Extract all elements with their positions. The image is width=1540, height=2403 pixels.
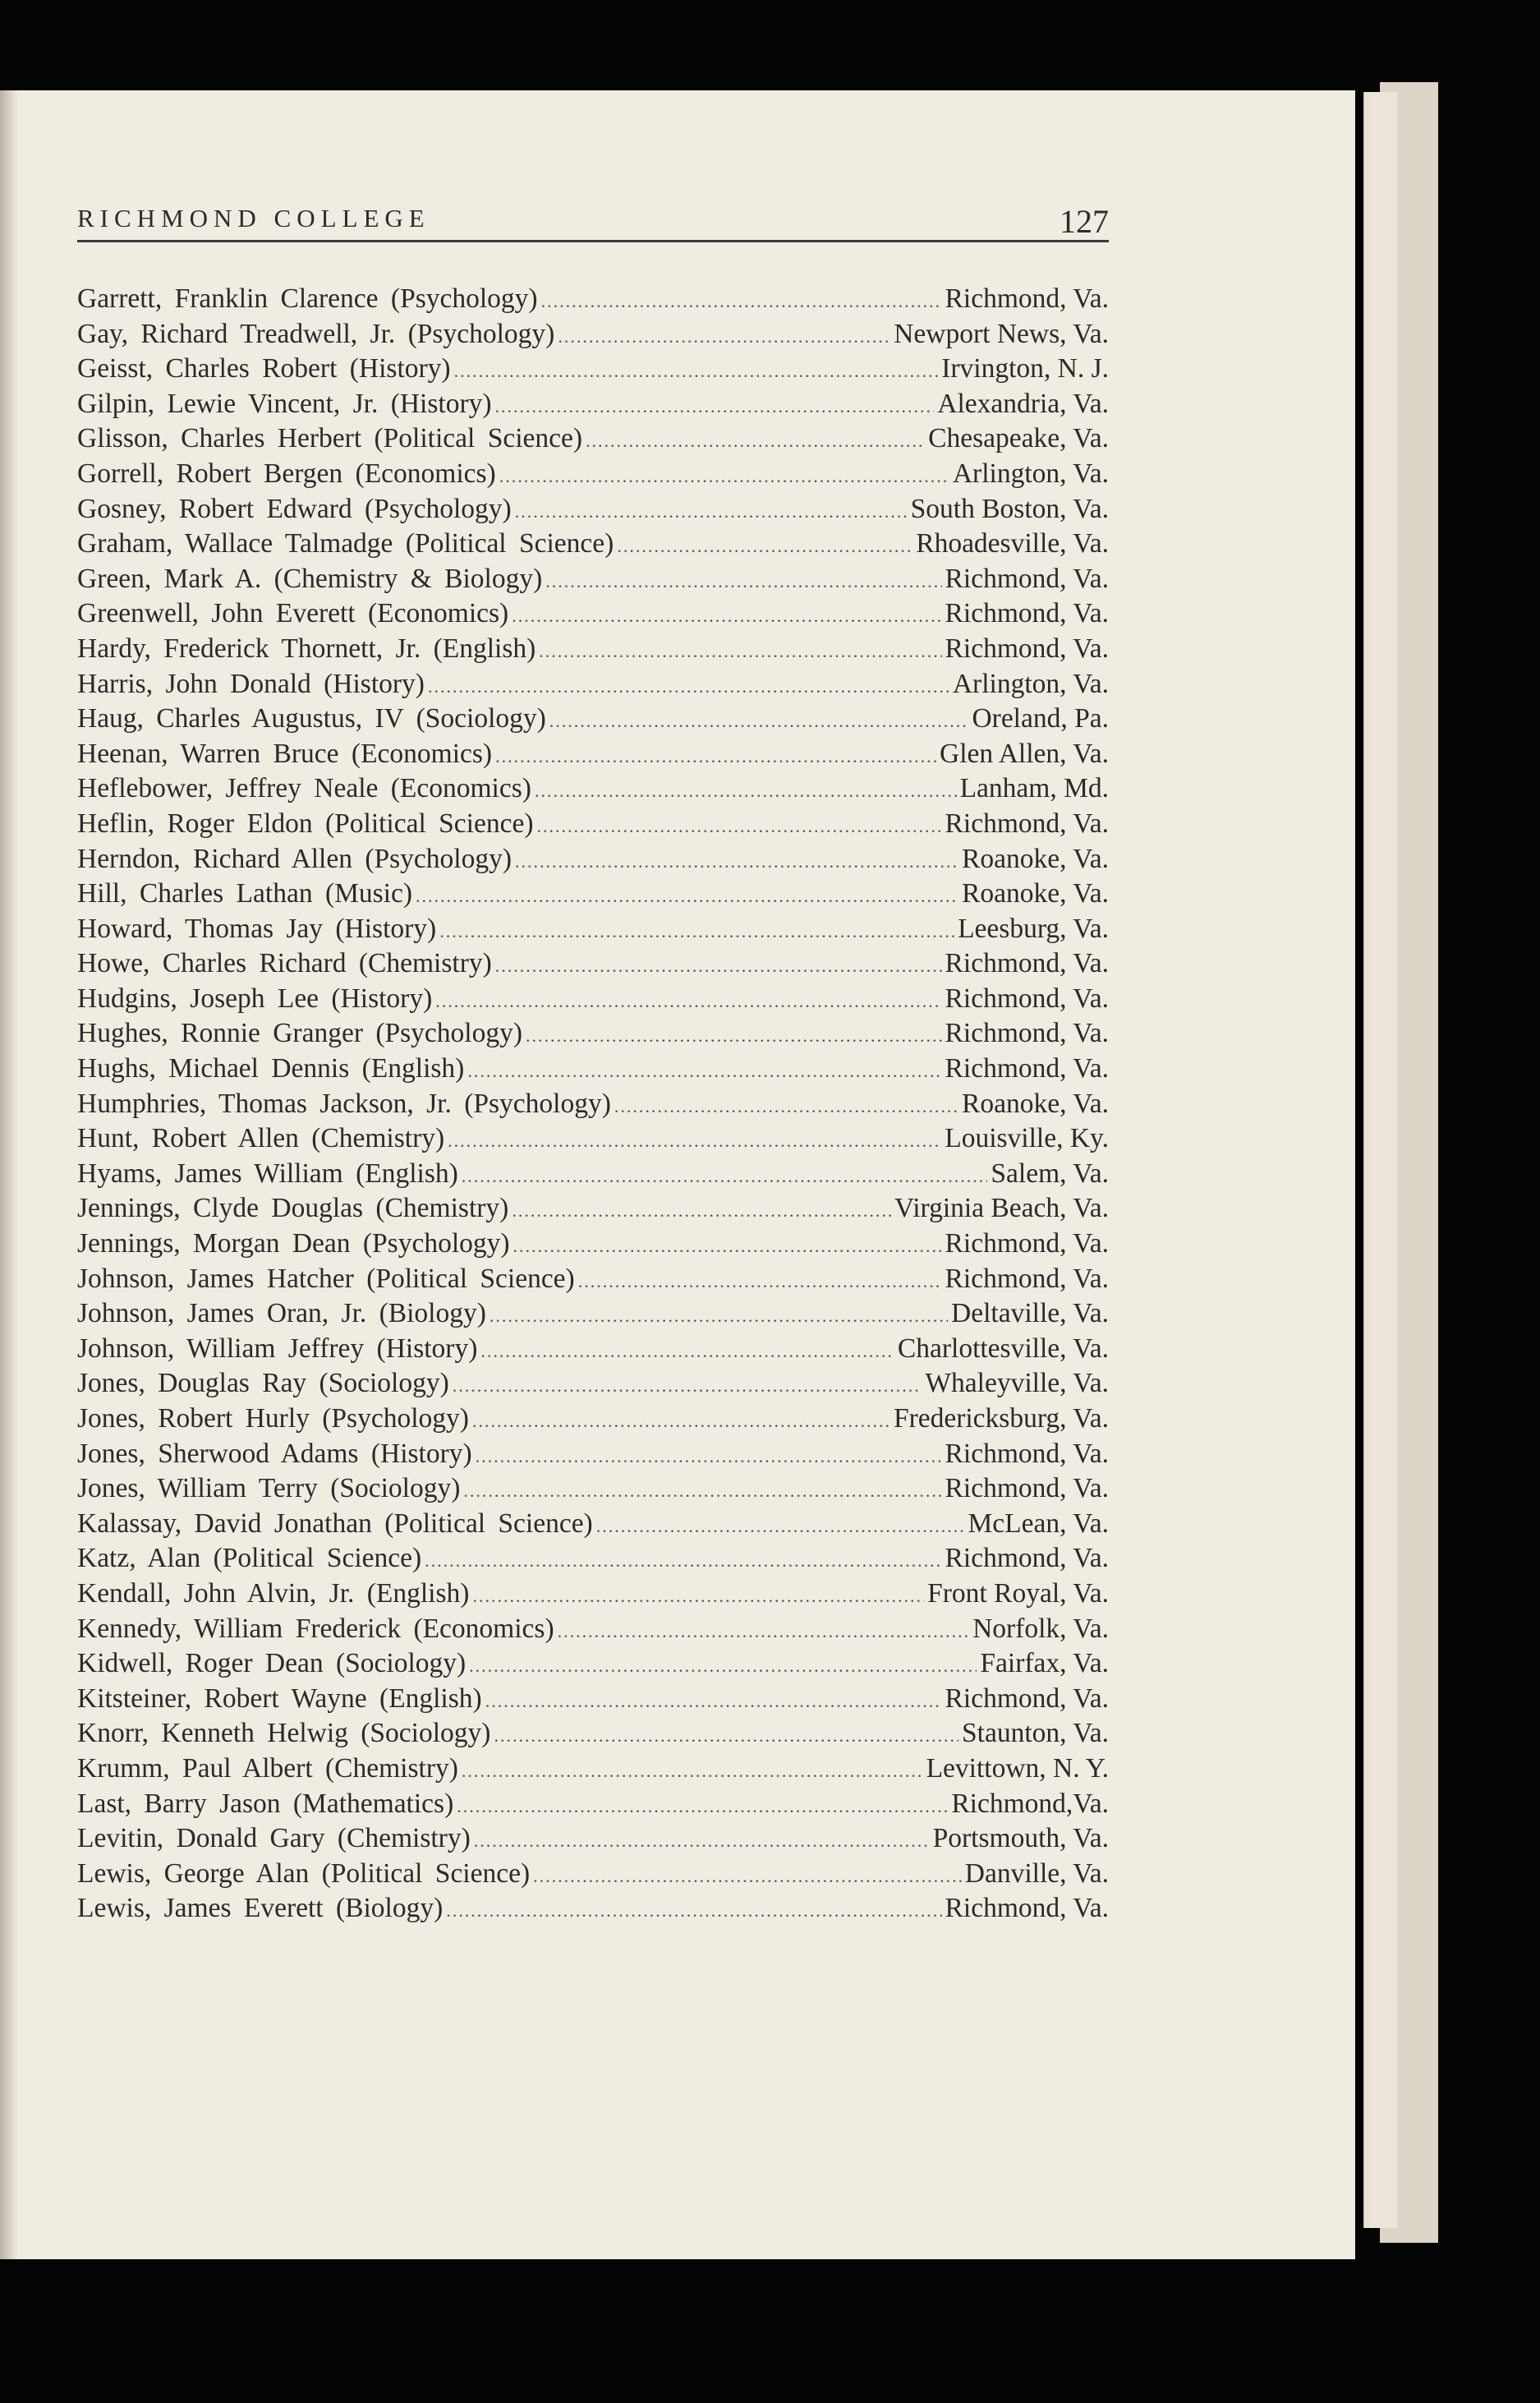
student-name: Heenan, Warren Bruce (Economics) [77,738,493,769]
hometown: Charlottesville, Va. [897,1333,1109,1364]
dot-leader [586,424,925,457]
student-name: Howe, Charles Richard (Chemistry) [77,948,492,979]
student-name: Jones, Douglas Ray (Sociology) [77,1368,449,1399]
dot-leader [425,1544,941,1577]
dot-leader [490,1299,948,1332]
dot-leader [463,1474,941,1507]
student-name: Gay, Richard Treadwell, Jr. (Psychology) [77,318,555,349]
list-item [77,1227,1109,1262]
list-item [77,1191,1109,1227]
list-item [77,1891,1109,1927]
list-item [77,632,1109,667]
student-name: Krumm, Paul Albert (Chemistry) [77,1752,458,1784]
list-item [77,1366,1109,1402]
student-name: Hudgins, Joseph Lee (History) [77,983,433,1014]
hometown: Fredericksburg, Va. [893,1403,1109,1434]
hometown: Roanoke, Va. [962,878,1109,909]
dot-leader [495,949,942,982]
list-item [77,317,1109,352]
hometown: Richmond, Va. [945,1053,1109,1084]
dot-leader [495,389,935,422]
list-item [77,1646,1109,1682]
dot-leader [454,354,939,387]
student-name: Hughes, Ronnie Granger (Psychology) [77,1018,523,1049]
dot-leader [474,1824,930,1857]
hometown: Richmond, Va. [945,283,1109,314]
dot-leader [472,1579,924,1612]
student-name: Lewis, George Alan (Political Science) [77,1857,531,1889]
student-name: Kidwell, Roger Dean (Sociology) [77,1648,467,1679]
list-item [77,1752,1109,1787]
hometown: Richmond,Va. [951,1788,1109,1819]
hometown: Richmond, Va. [945,563,1109,594]
running-head [77,202,1109,242]
dot-leader [457,1789,948,1822]
dot-leader [535,774,957,807]
dot-leader [515,495,908,527]
student-name: Howard, Thomas Jay (History) [77,913,437,944]
list-item [77,702,1109,737]
list-item [77,982,1109,1017]
student-name: Knorr, Kenneth Helwig (Sociology) [77,1718,491,1749]
list-item [77,421,1109,457]
student-name: Levitin, Donald Gary (Chemistry) [77,1823,471,1854]
dot-leader [480,1334,894,1367]
student-name: Haug, Charles Augustus, IV (Sociology) [77,703,546,734]
student-name: Johnson, William Jeffrey (History) [77,1333,478,1364]
running-head-title: RICHMOND COLLEGE [77,204,430,232]
student-name: Jennings, Clyde Douglas (Chemistry) [77,1193,509,1224]
hometown: Irvington, N. J. [941,353,1109,384]
list-item [77,1121,1109,1157]
dot-leader [545,564,941,597]
page-stack-edge [1363,92,1397,2228]
list-item [77,1541,1109,1577]
student-name: Jones, Sherwood Adams (History) [77,1438,472,1469]
hometown: Richmond, Va. [945,1438,1109,1469]
list-item [77,842,1109,877]
list-item [77,1087,1109,1122]
student-name: Kennedy, William Frederick (Economics) [77,1613,554,1644]
list-item [77,877,1109,912]
list-item [77,1296,1109,1332]
student-name: Gosney, Robert Edward (Psychology) [77,493,512,524]
dot-leader [495,739,936,772]
dot-leader [435,984,941,1017]
hometown: Fairfax, Va. [980,1648,1109,1679]
list-item [77,1857,1109,1892]
dot-leader [499,459,949,492]
hometown: Roanoke, Va. [962,1088,1109,1119]
student-name: Hughs, Michael Dennis (English) [77,1053,465,1084]
student-name: Gorrell, Robert Bergen (Economics) [77,458,496,489]
hometown: Richmond, Va. [945,1473,1109,1504]
dot-leader [428,670,949,702]
hometown: Levittown, N. Y. [926,1752,1109,1784]
hometown: Arlington, Va. [952,458,1109,489]
dot-leader [416,879,958,912]
dot-leader [614,1089,958,1122]
list-item [77,1577,1109,1612]
dot-leader [536,809,941,842]
list-item [77,562,1109,597]
list-item [77,1787,1109,1822]
student-name: Green, Mark A. (Chemistry & Biology) [77,563,543,594]
list-item [77,596,1109,632]
list-item [77,1471,1109,1507]
list-item [77,667,1109,702]
hometown: McLean, Va. [968,1508,1109,1539]
hometown: Richmond, Va. [945,1543,1109,1574]
list-item [77,946,1109,982]
list-item [77,912,1109,947]
hometown: Staunton, Va. [962,1718,1109,1749]
student-directory-list [77,282,1109,1927]
list-item [77,1016,1109,1052]
hometown: Newport News, Va. [894,318,1109,349]
student-name: Harris, John Donald (History) [77,668,425,699]
student-name: Gilpin, Lewie Vincent, Jr. (History) [77,388,492,419]
dot-leader [469,1649,977,1682]
list-item [77,737,1109,772]
student-name: Johnson, James Hatcher (Political Science) [77,1263,575,1294]
dot-leader [462,1754,923,1787]
hometown: Norfolk, Va. [972,1613,1109,1644]
student-name: Hunt, Robert Allen (Chemistry) [77,1123,445,1154]
student-name: Lewis, James Everett (Biology) [77,1893,444,1924]
list-item [77,1332,1109,1367]
dot-leader [448,1124,941,1157]
student-name: Kitsteiner, Robert Wayne (English) [77,1683,482,1714]
dot-leader [485,1684,942,1717]
hometown: Rhoadesville, Va. [916,528,1109,559]
dot-leader [467,1054,941,1087]
dot-leader [578,1264,942,1297]
hometown: Richmond, Va. [945,948,1109,979]
dot-leader [472,1404,890,1437]
dot-leader [512,599,941,632]
list-item [77,1682,1109,1717]
student-name: Hardy, Frederick Thornett, Jr. (English) [77,633,536,664]
hometown: Glen Allen, Va. [940,738,1109,769]
student-name: Jones, Robert Hurly (Psychology) [77,1403,469,1434]
student-name: Herndon, Richard Allen (Psychology) [77,843,512,874]
list-item [77,527,1109,562]
list-item [77,1716,1109,1752]
list-item [77,1262,1109,1297]
dot-leader [476,1439,942,1472]
student-name: Jennings, Morgan Dean (Psychology) [77,1228,510,1259]
dot-leader [494,1719,958,1752]
list-item [77,387,1109,422]
hometown: Leesburg, Va. [958,913,1109,944]
hometown: Richmond, Va. [945,1228,1109,1259]
list-item [77,807,1109,842]
dot-leader [513,1229,942,1262]
hometown: Whaleyville, Va. [925,1368,1109,1399]
hometown: Arlington, Va. [952,668,1109,699]
hometown: Danville, Va. [964,1857,1109,1889]
student-name: Katz, Alan (Political Science) [77,1543,422,1574]
list-item [77,1157,1109,1192]
hometown: Salem, Va. [991,1158,1109,1189]
list-item [77,1612,1109,1647]
student-name: Hyams, James William (English) [77,1158,458,1189]
dot-leader [539,634,941,667]
hometown: Lanham, Md. [959,773,1109,804]
hometown: Oreland, Pa. [972,703,1109,734]
page-number: 127 [1060,203,1109,240]
list-item [77,282,1109,317]
dot-leader [515,845,958,877]
student-name: Jones, William Terry (Sociology) [77,1473,461,1504]
hometown: Front Royal, Va. [927,1577,1109,1609]
list-item [77,1052,1109,1087]
dot-leader [439,914,954,947]
hometown: Virginia Beach, Va. [894,1193,1109,1224]
student-name: Humphries, Thomas Jackson, Jr. (Psychology) [77,1088,611,1119]
hometown: Richmond, Va. [945,983,1109,1014]
hometown: Richmond, Va. [945,1893,1109,1924]
hometown: Richmond, Va. [945,598,1109,629]
hometown: Richmond, Va. [945,1018,1109,1049]
student-name: Johnson, James Oran, Jr. (Biology) [77,1298,486,1329]
dot-leader [533,1859,962,1892]
hometown: Deltaville, Va. [951,1298,1109,1329]
hometown: Chesapeake, Va. [928,423,1109,454]
dot-leader [453,1369,922,1402]
student-name: Greenwell, John Everett (Economics) [77,598,509,629]
dot-leader [558,320,890,352]
list-item [77,352,1109,387]
list-item [77,771,1109,807]
student-name: Heflebower, Jeffrey Neale (Economics) [77,773,531,804]
hometown: Richmond, Va. [945,808,1109,839]
dot-leader [549,704,969,737]
dot-leader [617,529,913,562]
hometown: Alexandria, Va. [937,388,1109,419]
list-item [77,1437,1109,1472]
hometown: Richmond, Va. [945,633,1109,664]
hometown: Richmond, Va. [945,1683,1109,1714]
hometown: Roanoke, Va. [962,843,1109,874]
list-item [77,457,1109,492]
dot-leader [596,1509,965,1542]
student-name: Heflin, Roger Eldon (Political Science) [77,808,534,839]
list-item [77,1507,1109,1542]
list-item [77,492,1109,527]
hometown: Louisville, Ky. [945,1123,1109,1154]
list-item [77,1821,1109,1857]
student-name: Last, Barry Jason (Mathematics) [77,1788,454,1819]
dot-leader [541,284,942,317]
student-name: Kendall, John Alvin, Jr. (English) [77,1577,470,1609]
hometown: Richmond, Va. [945,1263,1109,1294]
dot-leader [462,1159,988,1192]
student-name: Geisst, Charles Robert (History) [77,353,451,384]
student-name: Hill, Charles Lathan (Music) [77,878,413,909]
dot-leader [558,1614,969,1647]
student-name: Garrett, Franklin Clarence (Psychology) [77,283,538,314]
student-name: Glisson, Charles Herbert (Political Science) [77,423,583,454]
dot-leader [526,1019,942,1052]
student-name: Graham, Wallace Talmadge (Political Science) [77,528,614,559]
dot-leader [446,1894,941,1927]
hometown: Portsmouth, Va. [932,1823,1109,1854]
dot-leader [512,1194,891,1227]
hometown: South Boston, Va. [910,493,1109,524]
student-name: Kalassay, David Jonathan (Political Science) [77,1508,593,1539]
list-item [77,1402,1109,1437]
